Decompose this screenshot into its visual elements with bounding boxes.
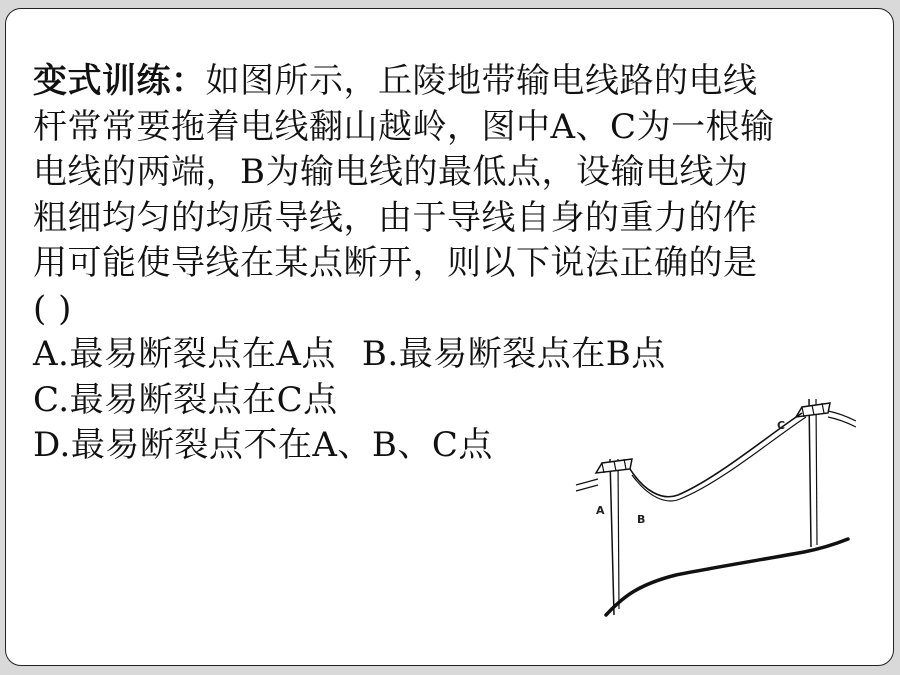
pole-c-inner [816,399,817,545]
option-c[interactable]: C.最易断裂点在C点 [33,379,338,420]
question-line-1 [33,59,883,105]
hill-ground [606,539,848,615]
label-a: A [596,504,605,517]
question-line-5: 用可能使导线在某点断开，则以下说法正确的是 [33,243,758,283]
answer-blank: ( ) [33,288,72,329]
question-line-4: 粗细均匀的均质导线，由于导线自身的重力的作 [33,197,758,238]
options-row-ab [33,332,883,378]
power-line-figure [566,387,856,627]
pole-a-inner [618,459,619,609]
question-line-3: 电线的两端，B为输电线的最低点，设输电线为 [33,152,749,192]
option-b[interactable]: B.最易断裂点在B点 [361,334,666,374]
label-c: C [777,419,786,432]
slide-card [5,8,894,666]
question-line-1-text: 如图所示，丘陵地带输电线路的电线 [205,61,758,101]
pole-a [610,459,614,615]
option-d[interactable]: D.最易断裂点不在A、B、C点 [33,425,493,465]
option-a[interactable]: A.最易断裂点在A点 [33,334,336,374]
question-heading: 变式训练： [33,61,206,101]
question-line-2: 杆常常要拖着电线翻山越岭，图中A、C为一根输 [33,106,775,147]
pole-c [809,399,811,547]
label-b: B [637,513,646,526]
